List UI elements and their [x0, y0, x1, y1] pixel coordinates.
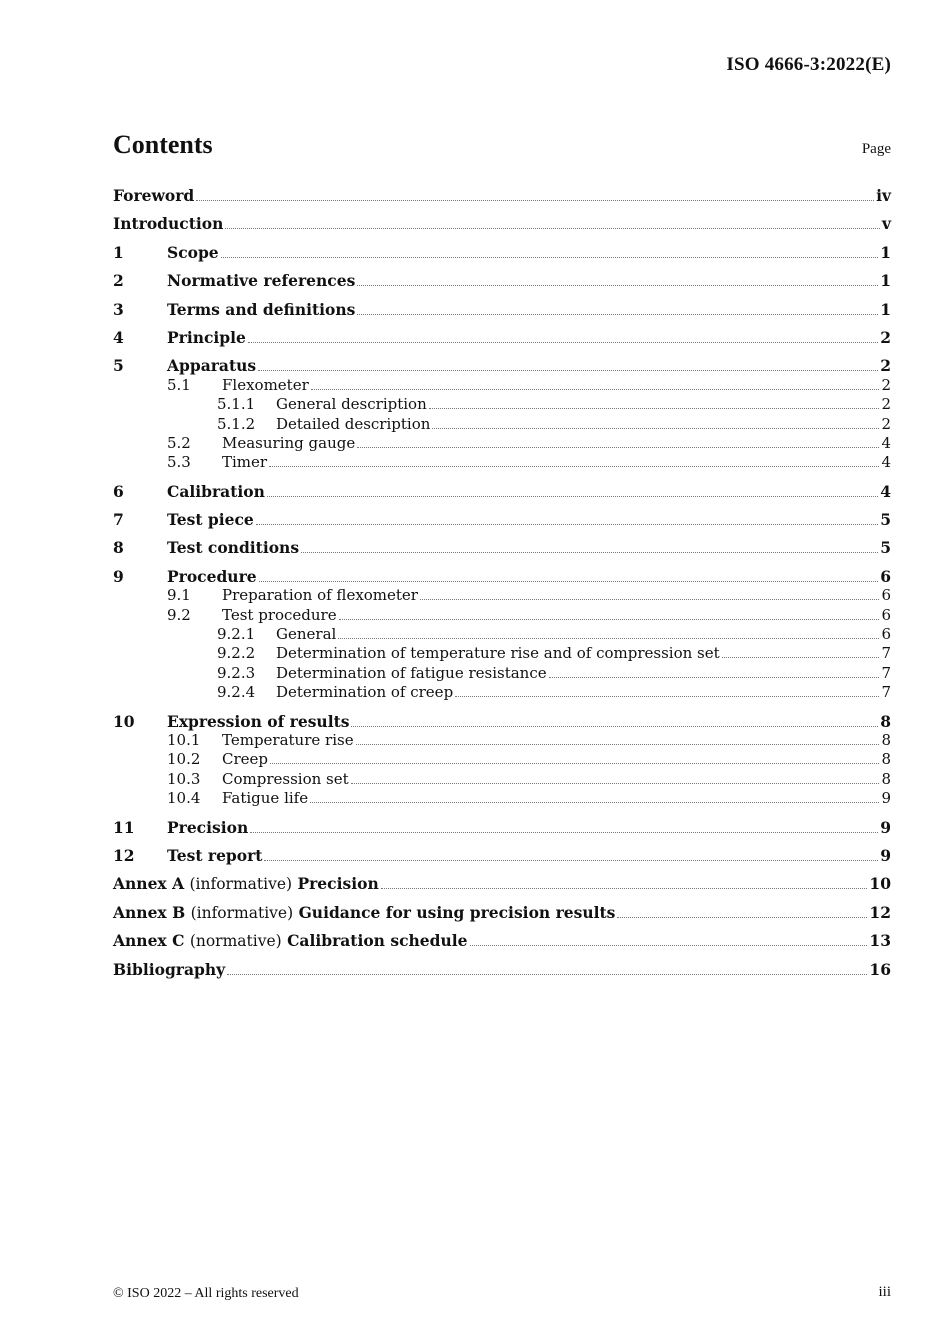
toc-entry-page: 7	[881, 644, 891, 663]
toc-entry-title: Flexometer	[222, 375, 309, 394]
dot-leader	[429, 407, 880, 409]
toc-entry[interactable]	[113, 567, 891, 586]
toc-entry-title: Compression set	[222, 769, 349, 788]
toc-entry-page: 6	[881, 605, 891, 624]
toc-entry-title: Test procedure	[222, 605, 337, 624]
toc-entry-title: Creep	[222, 750, 269, 769]
toc-entry-title: General description	[276, 395, 427, 414]
annex-qualifier: (normative)	[189, 932, 282, 951]
dot-leader	[357, 284, 878, 286]
toc-entry[interactable]	[113, 683, 891, 702]
toc-entry-page: 4	[881, 453, 891, 472]
toc-entry-title	[113, 931, 468, 951]
toc-entry-title: Bibliography	[113, 959, 226, 979]
toc-entry-number: 9.2.4	[217, 683, 256, 702]
toc-entry[interactable]	[113, 415, 891, 434]
toc-entry[interactable]	[113, 712, 891, 731]
annex-qualifier: (informative)	[189, 875, 293, 894]
toc-entry[interactable]	[113, 644, 891, 663]
toc-entry[interactable]	[113, 510, 891, 529]
toc-entry-number: 9.1	[167, 586, 191, 605]
dot-leader	[381, 887, 868, 889]
toc-entry[interactable]	[113, 586, 891, 605]
dot-leader	[420, 598, 879, 600]
toc-entry-title: Scope	[167, 242, 219, 262]
toc-entry-number: 9.2.2	[217, 644, 256, 663]
toc-entry-title: Measuring gauge	[222, 433, 356, 452]
dot-leader	[470, 944, 868, 946]
dot-leader	[357, 446, 879, 448]
toc-entry-title	[113, 874, 379, 894]
toc-entry-number: 9.2.3	[217, 663, 256, 682]
toc-entry-page: 2	[880, 356, 891, 376]
toc-entry-number: 5.3	[167, 453, 191, 472]
dot-leader	[351, 725, 878, 727]
toc-entry-title: Test conditions	[167, 538, 300, 558]
toc-entry[interactable]	[113, 214, 891, 233]
toc-entry-page: 7	[881, 683, 891, 702]
toc-entry-title: Determination of fatigue resistance	[276, 663, 547, 682]
toc-entry-page: 2	[880, 327, 891, 347]
toc-entry-title: Expression of results	[167, 711, 350, 731]
toc-entry-title: Preparation of flexometer	[222, 586, 418, 605]
toc-entry-title	[113, 903, 615, 923]
toc-entry[interactable]	[113, 538, 891, 557]
toc-entry-page: 8	[880, 711, 891, 731]
toc-entry[interactable]	[113, 770, 891, 789]
toc-entry[interactable]	[113, 960, 891, 979]
toc-entry-title: Procedure	[167, 566, 257, 586]
toc-entry-page: 16	[869, 959, 891, 979]
dot-leader	[339, 618, 880, 620]
toc-entry[interactable]	[113, 931, 891, 950]
toc-entry-title: Calibration	[167, 481, 265, 501]
document-id: ISO 4666-3:2022(E)	[726, 54, 891, 75]
page-title: Contents	[113, 130, 213, 159]
toc-entry[interactable]	[113, 395, 891, 414]
dot-leader	[311, 388, 880, 390]
toc-entry-number: 2	[113, 271, 124, 291]
toc-entry[interactable]	[113, 434, 891, 453]
toc-entry-number: 5.1.1	[217, 395, 256, 414]
toc-entry[interactable]	[113, 731, 891, 750]
dot-leader	[250, 831, 878, 833]
table-of-contents	[113, 186, 891, 979]
toc-entry[interactable]	[113, 789, 891, 808]
dot-leader	[248, 341, 878, 343]
annex-label: Annex A	[113, 874, 185, 894]
dot-leader	[357, 313, 878, 315]
toc-entry[interactable]	[113, 453, 891, 472]
toc-entry-title: Apparatus	[167, 356, 257, 376]
annex-title: Precision	[297, 874, 379, 894]
copyright-notice: © ISO 2022 – All rights reserved	[113, 1286, 299, 1301]
dot-leader	[258, 369, 878, 371]
toc-entry-page: 2	[881, 414, 891, 433]
toc-entry[interactable]	[113, 903, 891, 922]
toc-entry-page: 4	[880, 481, 891, 501]
toc-entry-page: 7	[881, 663, 891, 682]
toc-entry-page: 9	[880, 845, 891, 865]
toc-entry-title: Fatigue life	[222, 789, 309, 808]
toc-entry-title: Determination of creep	[276, 683, 454, 702]
toc-entry[interactable]	[113, 664, 891, 683]
toc-entry-page: 10	[869, 874, 891, 894]
toc-entry[interactable]	[113, 750, 891, 769]
toc-entry-number: 11	[113, 817, 135, 837]
dot-leader	[351, 782, 880, 784]
toc-entry-page: 12	[869, 902, 891, 922]
dot-leader	[617, 916, 867, 918]
toc-entry-page: 8	[881, 769, 891, 788]
toc-entry-page: 5	[880, 538, 891, 558]
toc-entry-number: 10.2	[167, 750, 201, 769]
page-column-label: Page	[861, 141, 891, 157]
toc-entry-title: Normative references	[167, 271, 356, 291]
toc-entry[interactable]	[113, 818, 891, 837]
toc-entry-page: 13	[869, 931, 891, 951]
toc-entry-title: Detailed description	[276, 414, 431, 433]
toc-entry-number: 10.4	[167, 789, 201, 808]
toc-entry-title: General	[276, 625, 337, 644]
dot-leader	[267, 495, 878, 497]
toc-entry-title: Test piece	[167, 510, 254, 530]
toc-entry-title: Principle	[167, 327, 246, 347]
toc-entry[interactable]	[113, 606, 891, 625]
toc-entry-page: v	[881, 214, 891, 234]
dot-leader	[549, 676, 880, 678]
toc-entry-page: 2	[881, 395, 891, 414]
toc-entry-number: 9	[113, 566, 124, 586]
toc-entry-number: 10.3	[167, 769, 201, 788]
dot-leader	[269, 465, 879, 467]
toc-entry-number: 5.2	[167, 433, 191, 452]
toc-entry-number: 5.1.2	[217, 414, 256, 433]
toc-entry-page: 6	[881, 586, 891, 605]
toc-entry-number: 5	[113, 356, 124, 376]
toc-entry-page: 1	[880, 271, 891, 291]
toc-entry-page: 1	[880, 242, 891, 262]
toc-entry[interactable]	[113, 356, 891, 375]
toc-entry[interactable]	[113, 243, 891, 262]
annex-qualifier: (informative)	[190, 903, 294, 922]
toc-entry-number: 8	[113, 538, 124, 558]
dot-leader	[227, 973, 867, 975]
dot-leader	[301, 551, 878, 553]
toc-entry-number: 9.2	[167, 605, 191, 624]
annex-label: Annex B	[113, 902, 186, 922]
toc-entry-title: Temperature rise	[222, 730, 354, 749]
toc-entry-title: Timer	[222, 453, 268, 472]
toc-entry-number: 6	[113, 481, 124, 501]
toc-entry-page: 8	[881, 730, 891, 749]
annex-title: Calibration schedule	[287, 931, 468, 951]
toc-entry-number: 10.1	[167, 730, 201, 749]
dot-leader	[356, 743, 880, 745]
toc-entry-number: 4	[113, 327, 124, 347]
toc-entry-title: Determination of temperature rise and of compression set	[276, 644, 720, 663]
toc-entry-number: 5.1	[167, 375, 191, 394]
toc-entry-number: 10	[113, 711, 135, 731]
toc-entry-page: 6	[881, 625, 891, 644]
toc-entry-title: Introduction	[113, 214, 224, 234]
dot-leader	[196, 199, 874, 201]
dot-leader	[432, 427, 879, 429]
toc-entry-page: 6	[880, 566, 891, 586]
dot-leader	[264, 859, 878, 861]
dot-leader	[455, 695, 879, 697]
annex-label: Annex C	[113, 931, 185, 951]
toc-entry[interactable]	[113, 846, 891, 865]
dot-leader	[221, 256, 879, 258]
toc-entry-page: 8	[881, 750, 891, 769]
dot-leader	[225, 227, 880, 229]
toc-entry-page: 9	[880, 817, 891, 837]
toc-entry-number: 12	[113, 845, 135, 865]
toc-entry-number: 9.2.1	[217, 625, 256, 644]
toc-entry[interactable]	[113, 482, 891, 501]
toc-entry-title: Foreword	[113, 186, 195, 205]
dot-leader	[259, 580, 879, 582]
toc-entry-page: 5	[880, 510, 891, 530]
toc-entry-title: Test report	[167, 845, 263, 865]
toc-entry[interactable]	[113, 300, 891, 319]
toc-entry-page: iv	[876, 186, 891, 205]
annex-title: Guidance for using precision results	[298, 902, 616, 922]
toc-entry-page: 2	[881, 375, 891, 394]
dot-leader	[338, 637, 879, 639]
page-number: iii	[878, 1284, 891, 1300]
dot-leader	[722, 656, 880, 658]
dot-leader	[310, 801, 879, 803]
toc-entry-number: 3	[113, 299, 124, 319]
toc-entry-page: 9	[881, 789, 891, 808]
toc-entry[interactable]	[113, 186, 891, 205]
toc-entry[interactable]	[113, 376, 891, 395]
toc-entry-title: Terms and definitions	[167, 299, 356, 319]
toc-entry-title: Precision	[167, 817, 249, 837]
toc-entry-page: 4	[881, 433, 891, 452]
toc-entry-number: 1	[113, 242, 124, 262]
toc-entry[interactable]	[113, 625, 891, 644]
dot-leader	[270, 762, 879, 764]
toc-entry-page: 1	[880, 299, 891, 319]
toc-entry[interactable]	[113, 271, 891, 290]
toc-entry-number: 7	[113, 510, 124, 530]
dot-leader	[256, 523, 878, 525]
toc-entry[interactable]	[113, 328, 891, 347]
toc-entry[interactable]	[113, 874, 891, 893]
